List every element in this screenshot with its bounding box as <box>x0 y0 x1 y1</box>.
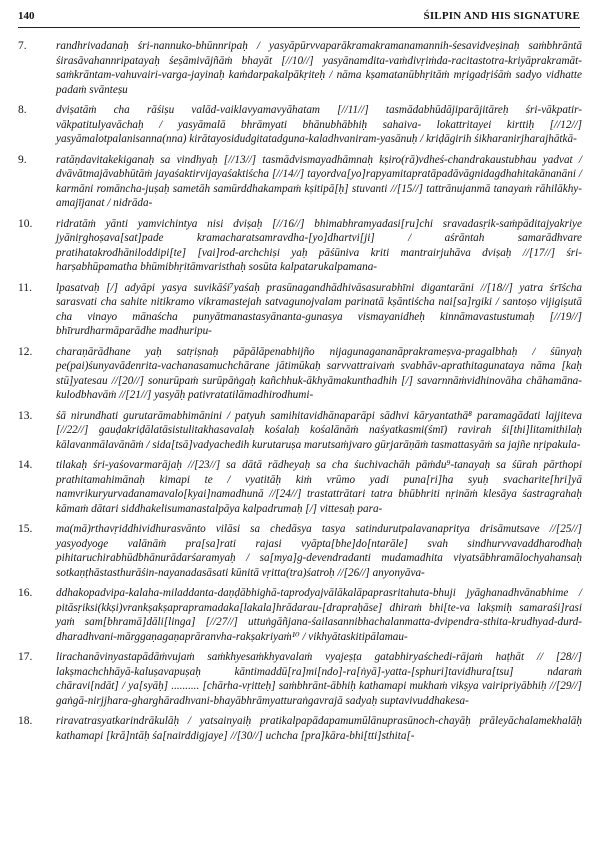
verse-item <box>18 153 582 211</box>
verse-text: ddhakopadvipa-kalaha-miladdanta-daṇḍābhighā-taprodyajvālākalāpaprasritahuta-bhuji jyāghanadhvānabhime / pitāsṛiksi(kkṣi)vrankṣakṣaprapramadaka[lakala]hrādarau-[drapraḥāse] dhiraṁ bhi[te-va lakṣmiḥ samaraśi]rasi yaṁ sam[bhramā]dāli[linga] [//27//] uttuṅgāñjana-śailasannibhachalanmatta-dvipendra-sthita-krudhyad-durd-dharadhvani-mārggaṇagaṇaprāranvha-rakṣakriyaṁ¹⁰ / vikhyātaskitipālamau- <box>56 587 582 643</box>
verse-item <box>18 586 582 644</box>
verse-item <box>18 458 582 516</box>
running-head: ŚILPIN AND HIS SIGNATURE <box>423 10 580 22</box>
verse-item <box>18 39 582 97</box>
verse-number: 15. <box>18 523 33 535</box>
verse-text: randhrivadanaḥ śri-nannuko-bhūnnripaḥ / yasyāpūrvvaparākramakramanamannih-śesavidveṣinaḥ saṁbhrāntā śirasāvahannripatayaḥ śeṣāmivājñāṁ bhayāt [//10//] yasyānamdita-vaṁdivṛiṁda-racitastotra-kriyāprakramāt-saṁkrāntam-vahuvairi-varga-jayinaḥ kaṁdarpakalpākṛiteḥ / nāma kṣamatanūbhṛitāṁ mṛigadṛiśāṁ sadyo vidhatte padaṁ svānteṣu <box>56 40 582 96</box>
verse-text: tilakaḥ śri-yaśovarmarājaḥ //[23//] sa dātā rādheyaḥ sa cha śuchivachāh pāṁdu⁹-tanayaḥ sa śūrah pārthopi prathitamahimānaḥ kimapi te / vyatitāḥ kiṁ vrūmo yadi puna[ri]ha syuḥ svacharite[hri]yā namvrikuryurvadanamavalo[kyai]namadhunā //[24//] trastattrātari tatra bhūbhriti nṛināṁ klesāya śastragrahaḥ kāmaṁ dātari siddhakelisumanastalpāya kalpadrumaḥ [/] vittesaḥ para- <box>56 459 582 515</box>
page-header <box>18 10 580 22</box>
verse-number: 12. <box>18 345 33 358</box>
verse-text: dviṣatāṁ cha rāśiṣu valād-vaiklavyamavyāhatam [//11//] tasmādabhūdājiparājitāreḥ śri-vākpatir-vākpatitulyavāchaḥ / yasyāmalā bhrāmyati bhānubhābhiḥ sahaiva- lokattritayei kirttiḥ [//12//] yasyāmalotpalanisanna(nna) kirātayosidudgitatadguna-kaladhvaniram-yasānuḥ / kriḍāgirih śikharanirjharajhātkā- <box>56 104 582 145</box>
verse-number: 17. <box>18 651 33 663</box>
verse-number: 9. <box>18 153 27 166</box>
verse-text: ratāṇdavitakekiganaḥ sa vindhyaḥ [//13//] tasmādvismayadhāmnaḥ kṣiro(rā)vdheś-chandrakaustubhau yadvat / dvāvātmajāvabhūtāṁ jayaśaktirvijayaśaktiścha [//14//] tayordva[yo]rapyamitapratāpadāvāgnidagdhahitakānanāni / karmāni romāncha-juṣaḥ sametāh samūrddhakampaṁ kṣitipā[ḥ] stuvanti //[15//] tattrānujanmā tanayaṁ rāhilākhy-amajījanat / nidrāda- <box>56 153 582 209</box>
verse-number: 7. <box>18 40 27 52</box>
verse-text: lpasatvaḥ [/] adyāpi yasya suvikāśi⁷yaśaḥ prasūnagandhādhivāsasurabhīni digantarāni //[18//] yatra śrīścha sarasvati cha sahite nitikramo vikramastejah satvagunojvalam parinatā kṣāntiścha nai[sa]rgiki / santoṣo vijigiṣutā cha vinayo mānaścha punyātmanastasyānanta-gunasya vismayanidheḥ kinnāmavastustumaḥ [//19//] bhīrurdharmāparādhe madhuripu- <box>56 281 582 337</box>
verse-number: 18. <box>18 715 33 727</box>
verse-text: charaṇārādhane yaḥ satṛiṣnaḥ pāpālāpenabhijño nijagunagananāprakrameṣva-pragalbhaḥ / śūnyaḥ pe(pai)śunyavādenrita-vachanasamuchchārane jātimūkaḥ sarvvattraivaṁ svabhāv-aprathitagunataya nāma [kaḥ stū]yatesau //[20//] sonurūpaṁ surūpāṅgaḥ kañchhuk-ākhyāmakunthadhih [/] savarnnāṁvidhinovāha chāhamāna-kulodbhavāṁ //[21//] yasyāḥ pativratatilāmadhirodhumi- <box>56 345 582 401</box>
verse-item <box>18 522 582 580</box>
verse-number: 11. <box>18 281 32 294</box>
verse-item <box>18 409 582 453</box>
verse-text: ma(mā)rthavṛiddhividhurasvānto vilāsi sa chedāsya tasya satindurutpalavanapritya drisāmutsave //[25//] yasyodyoge valānāṁ pra[sa]rati rajasi vyāpta[bhe]do[ntarāle] svah sindhurvvavaddharodhaḥ pihitaruchirabhūdbhānurādarśaramyaḥ / sa[mya]g-devendradanti mudamadhita viyatsābhramālochyahansaḥ sotkaṇṭhāstasthurāśin-nayanadasāsati kūnitā vṛitta(tra)śatroḥ //[26//] anyonyāva- <box>56 523 582 579</box>
verse-item <box>18 281 582 339</box>
header-rule <box>18 27 580 28</box>
verse-number: 13. <box>18 409 33 422</box>
verse-item <box>18 650 582 708</box>
verse-number: 8. <box>18 104 27 116</box>
verse-text: riravatrasyatkarindrākulāḥ / yatsainyaiḥ pratikalpapādapamumūlānuprasūnoch-chayāḥ prāleyāchalamekhalāḥ kathamapi [krā]ntāḥ śa[nairddigjaye] //[30//] uchcha [pra]kāra-bhi[tti]sthita[- <box>56 715 582 742</box>
verse-text: ridratāṁ yānti yamvichintya nisi dviṣaḥ [//16//] bhimabhramyadasi[ru]chi sravadasṛik-saṁpāditajyakriye jyāniṛghoṣava[sat]pade kramacharatsamravdha-[yo]dhartvi[ji] / aśrāntah samarādhvare pratihatakrodhāniloddipi[te] [vai]rod-archchiṣi yaḥ pāśūniva kriti mantrairjuhāva dviṣaḥ //[17//] śri-harṣabhūpamatha bhūmibhṛitāmvaristhaḥ sosūta kalpatarukalpamana- <box>56 217 582 273</box>
verse-item <box>18 217 582 275</box>
verse-list <box>18 39 582 749</box>
verse-item <box>18 345 582 403</box>
verse-number: 14. <box>18 459 33 471</box>
verse-text: śā nirundhati gurutarāmabhimānini / patyuh samihitavidhānaparāpi sādhvi kāryantathā⁸ paramagādati lajjiteva [//22//] gauḍakriḍālatāsistulitakhasavalaḥ kośalaḥ kośalānāṁ naśyatkasmi(śmī) ravirah śi[thi]litamithilaḥ kālavanmālavānāṁ / sida[tsā]vadyachedih kurutaruṣa marutsaṁjvaro gūrjarāṇāṁ tasmattasyāṁ sa jajñe nṛipakula- <box>56 409 582 451</box>
verse-number: 16. <box>18 587 33 599</box>
verse-text: lirachanāvinyastapādāṁvujaṁ saṁkhyesaṁkhyavalaṁ vyajeṣṭa gatabhiryaśchedi-rājaṁ haṭhāt // [28//] lakṣmachchhāyā-kaluṣavapuṣaḥ kāntimaddū[ra]mi[ndo]-ra[ṅyā]-yatta-[sphuri]tavidhura[tsu] ndaraṁ chāravi[ndāt] / ya[syāḥ] .......... [chārha-vṛitteḥ] saṁbhrānt-ābhiḥ kathamapi mukhaṁ vikṣya vairipriyābhiḥ //[29//] gaṅgā-nirjjhara-gharghāradhvani-bhayābhrāmyatturaṅgavrajā sadyaḥ suptavivuddhakesa- <box>56 651 582 707</box>
verse-number: 10. <box>18 217 33 230</box>
page-number: 140 <box>18 10 35 22</box>
verse-item <box>18 714 582 743</box>
verse-item <box>18 103 582 147</box>
